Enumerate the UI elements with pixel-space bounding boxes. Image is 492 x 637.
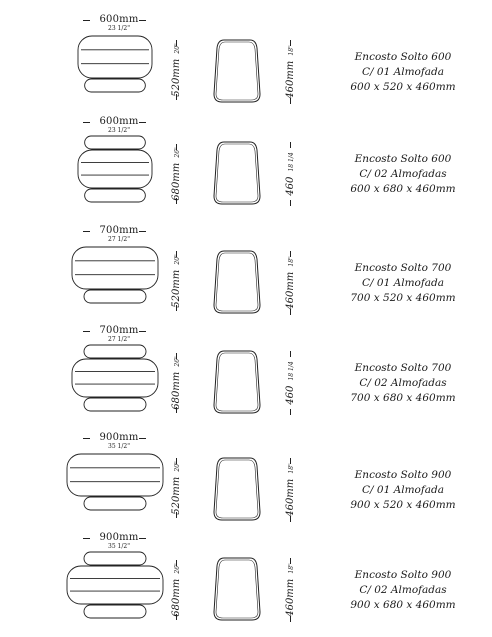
depth-label [164,343,182,423]
dimension-dash [176,614,177,620]
dimension-dash [83,438,90,439]
back-cushion [84,552,146,565]
top-view-group [78,36,152,92]
height-inch-label: 18" [288,256,295,267]
width-mm-label: 600mm [99,116,139,127]
product-row [0,14,492,119]
back-cushion [84,605,146,618]
width-inch-label: 35 1/2" [108,443,130,450]
dimension-dash [139,20,146,21]
depth-inch-label: 20" [174,43,181,54]
dimension-dash [176,407,177,413]
side-view-drawing [212,456,262,522]
height-inch-label: 18 1/4 [288,361,295,381]
product-name: Encosto Solto 700 [354,362,452,374]
dimension-dash [176,353,177,359]
dimension-dash [290,516,291,522]
product-row [0,225,492,330]
seat-outline [72,247,158,289]
depth-mm-label: 520mm [171,269,182,308]
top-view-group [72,247,158,303]
back-cushion [84,497,146,510]
dimension-dash [176,94,177,100]
dimension-dash [176,198,177,204]
product-description [338,50,468,95]
product-description [338,361,468,406]
height-label [278,343,296,423]
product-dims: 700 x 520 x 460mm [350,292,456,304]
backrest-inner-outline [216,144,258,202]
product-dims: 900 x 680 x 460mm [350,599,456,611]
product-variant: C/ 01 Almofada [362,484,444,496]
dimension-dash [290,142,291,148]
dimension-dash [139,331,146,332]
width-mm-label: 600mm [99,14,139,25]
depth-label [164,30,182,110]
dimension-dash [176,40,177,46]
dimension-dash [176,144,177,150]
side-view-drawing [212,38,262,104]
height-mm-label: 460 [285,176,296,196]
product-variant: C/ 01 Almofada [362,277,444,289]
back-cushion [85,189,146,202]
dimension-dash [83,20,90,21]
backrest-outline [214,251,260,313]
product-dims: 700 x 680 x 460mm [350,392,456,404]
depth-inch-label: 26" [174,356,181,367]
top-view-drawing [60,247,170,327]
side-view-drawing [212,349,262,415]
backrest-outline [214,40,260,102]
product-description [338,261,468,306]
dimension-dash [290,616,291,622]
dimension-dash [176,560,177,566]
dimension-dash [83,231,90,232]
width-mm-label: 700mm [99,225,139,236]
dimension-dash [176,305,177,311]
product-name: Encosto Solto 700 [354,262,452,274]
dimension-dash [290,309,291,315]
product-variant: C/ 01 Almofada [362,66,444,78]
product-description [338,468,468,513]
seat-outline [72,359,158,397]
back-cushion [84,290,146,303]
backrest-inner-outline [216,42,258,100]
height-label [278,550,296,630]
height-inch-label: 18" [288,563,295,574]
height-mm-label: 460 [285,385,296,405]
dimension-dash [290,40,291,46]
product-name: Encosto Solto 900 [354,469,452,481]
product-name: Encosto Solto 600 [354,51,452,63]
seat-outline [67,454,163,496]
depth-label [164,241,182,321]
width-inch-label: 23 1/2" [108,127,130,134]
depth-mm-label: 520mm [171,58,182,97]
height-label [278,134,296,214]
dimension-dash [83,538,90,539]
product-row [0,532,492,637]
dimension-dash [290,200,291,206]
product-row [0,116,492,221]
backrest-outline [214,142,260,204]
dimension-dash [290,558,291,564]
depth-inch-label: 20" [174,254,181,265]
width-inch-label: 23 1/2" [108,25,130,32]
top-view-drawing [60,36,170,116]
dimension-dash [176,251,177,257]
dimension-dash [290,251,291,257]
width-mm-label: 900mm [99,532,139,543]
side-view-drawing [212,249,262,315]
product-dims: 900 x 520 x 460mm [350,499,456,511]
width-inch-label: 27 1/2" [108,336,130,343]
backrest-outline [214,458,260,520]
backrest-inner-outline [216,460,258,518]
depth-inch-label: 26" [174,147,181,158]
height-inch-label: 18" [288,463,295,474]
height-label [278,32,296,112]
depth-mm-label: 680mm [171,578,182,617]
depth-label [164,448,182,528]
back-cushion [84,345,146,358]
height-mm-label: 460mm [285,60,296,99]
dimension-dash [83,122,90,123]
dimension-dash [176,458,177,464]
backrest-outline [214,351,260,413]
height-mm-label: 460mm [285,271,296,310]
top-view-drawing [60,138,170,218]
product-variant: C/ 02 Almofadas [359,584,447,596]
product-name: Encosto Solto 900 [354,569,452,581]
backrest-inner-outline [216,560,258,618]
back-cushion [84,398,146,411]
depth-mm-label: 680mm [171,162,182,201]
top-view-group [67,454,163,510]
depth-label [164,134,182,214]
width-inch-label: 35 1/2" [108,543,130,550]
product-variant: C/ 02 Almofadas [359,377,447,389]
dimension-dash [139,438,146,439]
back-cushion [85,79,146,92]
height-inch-label: 18" [288,45,295,56]
backrest-inner-outline [216,353,258,411]
seat-outline [78,150,152,188]
back-cushion [85,136,146,149]
height-label [278,450,296,530]
dimension-dash [139,122,146,123]
top-view-drawing [60,347,170,427]
dimension-dash [176,512,177,518]
top-view-drawing [60,554,170,634]
product-row [0,432,492,537]
product-dims: 600 x 520 x 460mm [350,81,456,93]
height-label [278,243,296,323]
depth-mm-label: 680mm [171,371,182,410]
dimension-dash [290,409,291,415]
product-variant: C/ 02 Almofadas [359,168,447,180]
height-mm-label: 460mm [285,478,296,517]
dimension-dash [290,98,291,104]
dimension-dash [139,538,146,539]
side-view-drawing [212,140,262,206]
depth-inch-label: 20" [174,461,181,472]
depth-label [164,550,182,630]
side-view-drawing [212,556,262,622]
product-description [338,568,468,613]
width-mm-label: 900mm [99,432,139,443]
dimension-dash [83,331,90,332]
width-inch-label: 27 1/2" [108,236,130,243]
dimension-dash [139,231,146,232]
backrest-inner-outline [216,253,258,311]
seat-outline [78,36,152,78]
product-row [0,325,492,430]
dimension-dash [290,351,291,357]
height-inch-label: 18 1/4 [288,152,295,172]
top-view-drawing [60,454,170,534]
top-view-group [78,136,152,202]
product-description [338,152,468,197]
product-dims: 600 x 680 x 460mm [350,183,456,195]
height-mm-label: 460mm [285,578,296,617]
dimension-dash [290,458,291,464]
backrest-outline [214,558,260,620]
top-view-group [72,345,158,411]
seat-outline [67,566,163,604]
depth-mm-label: 520mm [171,476,182,515]
product-name: Encosto Solto 600 [354,153,452,165]
width-mm-label: 700mm [99,325,139,336]
depth-inch-label: 26" [174,563,181,574]
top-view-group [67,552,163,618]
